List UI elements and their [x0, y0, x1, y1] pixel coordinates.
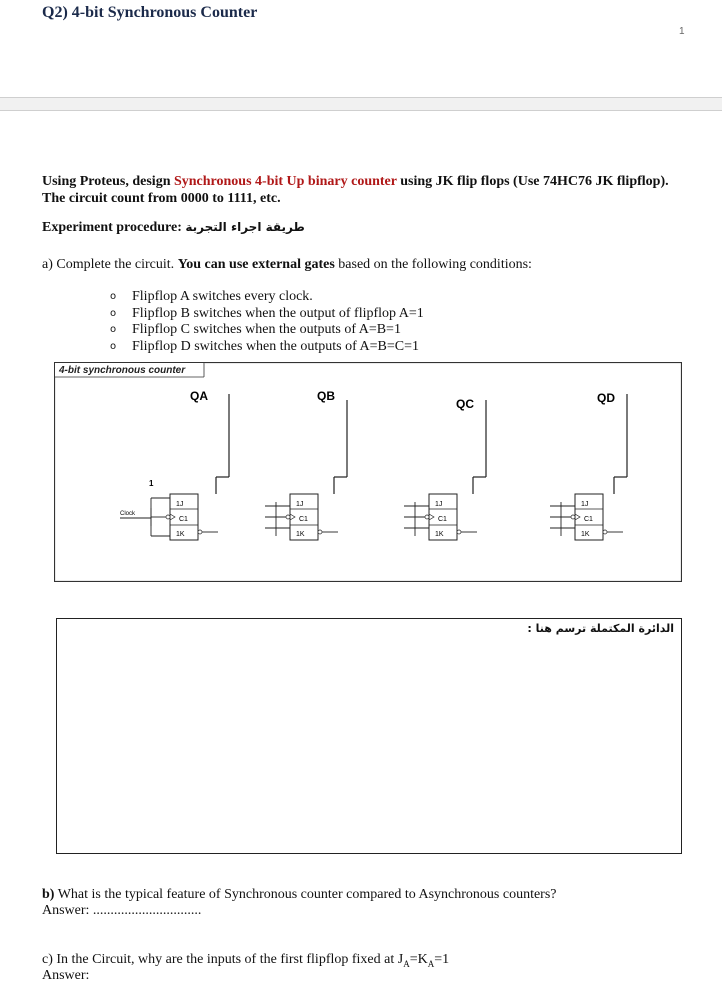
svg-text:1K: 1K	[176, 531, 185, 538]
svg-text:1J: 1J	[176, 501, 184, 508]
conditions-list	[110, 289, 424, 355]
list-item: o Flipflop D switches when the outputs of A=B=C=1	[110, 338, 419, 354]
list-item: o Flipflop B switches when the output of flipflop A=1	[110, 305, 424, 321]
svg-text:1J: 1J	[581, 501, 589, 508]
procedure-arabic: طريقة اجراء التجربة	[185, 220, 305, 234]
list-item: o Flipflop C switches when the outputs of A=B=1	[110, 322, 401, 337]
part-a-instruction: a) Complete the circuit. You can use external gates based on the following conditions:	[42, 257, 532, 272]
svg-text:1J: 1J	[296, 501, 304, 508]
list-item: o Flipflop A switches every clock.	[110, 289, 313, 304]
svg-text:C1: C1	[584, 516, 593, 523]
svg-text:C1: C1	[299, 516, 308, 523]
counter-diagram	[54, 362, 682, 582]
intro-paragraph: Using Proteus, design Synchronous 4-bit Up binary counter using JK flip flops (Use 74HC76 JK flipflop). The circuit count from 0000 to 1111, etc.	[42, 174, 669, 206]
highlight-text: Synchronous 4-bit Up binary counter	[173, 174, 397, 189]
page-number: 1	[679, 26, 685, 37]
answer-c-label: Answer:	[42, 968, 90, 983]
bullet-icon: o	[110, 340, 117, 352]
clock-label: Clock	[120, 511, 136, 517]
output-label-qd: QD	[597, 391, 615, 405]
answer-box-label: الدائرة المكتملة ترسم هنا :	[527, 622, 674, 635]
page-separator	[0, 97, 722, 111]
answer-b-label: Answer: ...............................	[42, 903, 202, 918]
bullet-icon: o	[110, 291, 117, 302]
constant-one-label: 1	[149, 479, 154, 488]
diagram-caption: 4-bit synchronous counter	[59, 365, 186, 376]
svg-text:1K: 1K	[435, 531, 444, 538]
page-title: Q2) 4-bit Synchronous Counter	[42, 4, 258, 21]
procedure-heading: Experiment procedure: طريقة اجراء التجربة	[42, 220, 305, 235]
output-label-qc: QC	[456, 397, 474, 411]
answer-box[interactable]	[56, 618, 682, 854]
question-c: c) In the Circuit, why are the inputs of the first flipflop fixed at $J_A=K_A=1$	[42, 952, 450, 969]
bullet-icon: o	[110, 324, 117, 335]
output-label-qb: QB	[317, 389, 335, 403]
bullet-icon: o	[110, 307, 117, 319]
svg-text:1J: 1J	[435, 501, 443, 508]
question-b: b) What is the typical feature of Synchronous counter compared to Asynchronous counters?	[42, 887, 557, 902]
output-label-qa: QA	[190, 389, 208, 403]
svg-text:1K: 1K	[296, 531, 305, 538]
svg-text:C1: C1	[179, 516, 188, 523]
svg-text:C1: C1	[438, 516, 447, 523]
svg-text:1K: 1K	[581, 531, 590, 538]
